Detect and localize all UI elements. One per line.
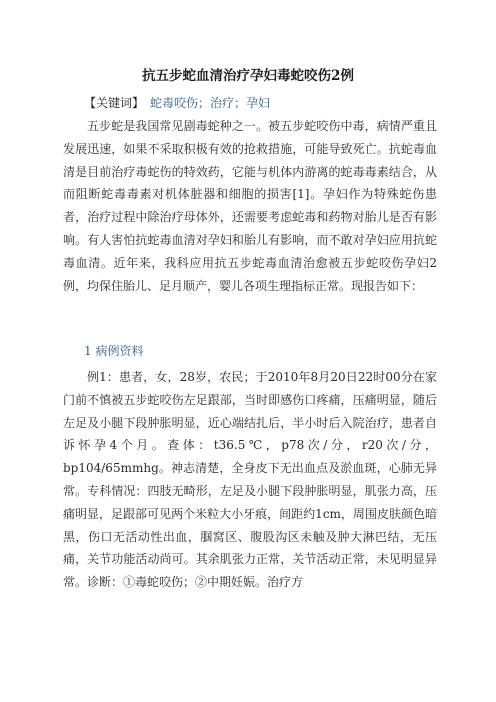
intro-paragraph: 五步蛇是我国常见剧毒蛇种之一。被五步蛇咬伤中毒，病情严重且发展迅速，如果不采取积极有效的抢救措施，可能导致死亡。抗蛇毒血清是目前治疗毒蛇伤的特效药，它能与机体内游离的蛇毒毒素结合，从而阻断蛇毒毒素对机体脏器和细胞的损害[1]。孕妇作为特殊蛇伤患者，治疗过程中除治疗母体外，还需要考虑蛇毒和药物对胎儿是否有影响。有人害怕抗蛇毒血清对孕妇和胎儿有影响，而不敢对孕妇应用抗蛇毒血清。近年来，我科应用抗五步蛇毒血清治愈被五步蛇咬伤孕妇2例，均保住胎儿、足月顺产，婴儿各项生理指标正常。现报告如下： [63, 119, 437, 293]
section-heading: 1 病例资料 [84, 344, 144, 358]
case-paragraph: 例1：患者，女，28岁，农民；于2010年8月20日22时00分在家门前不慎被五步蛇咬伤左足跟部，当时即感伤口疼痛，压痛明显，随后左足及小腿下段肿胀明显，近心端结扎后，半小时后入院治疗，患者自诉怀孕4个月。查体：t36.5℃，p78次/分，r20次/分，bp104/65mmhg。神志清楚，全身皮下无出血点及淤血斑，心肺无异常。专科情况：四肢无畸形，左足及小腿下段肿胀明显，肌张力高，压痛明显，足跟部可见两个米粒大小牙痕，间距约1cm，周围皮肤颜色暗黑，伤口无活动性出血，腘窝区、腹股沟区未触及肿大淋巴结，无压痛，关节功能活动尚可。其余肌张力正常，关节活动正常，未见明显异常。诊断：①毒蛇咬伤；②中期妊娠。治疗方 [63, 370, 437, 590]
article-title: 抗五步蛇血清治疗孕妇毒蛇咬伤2例 [142, 68, 354, 84]
keywords-line [84, 94, 270, 111]
keywords-terms: 蛇毒咬伤；治疗；孕妇 [150, 96, 271, 110]
keywords-label: 【关键词】 [84, 96, 145, 110]
